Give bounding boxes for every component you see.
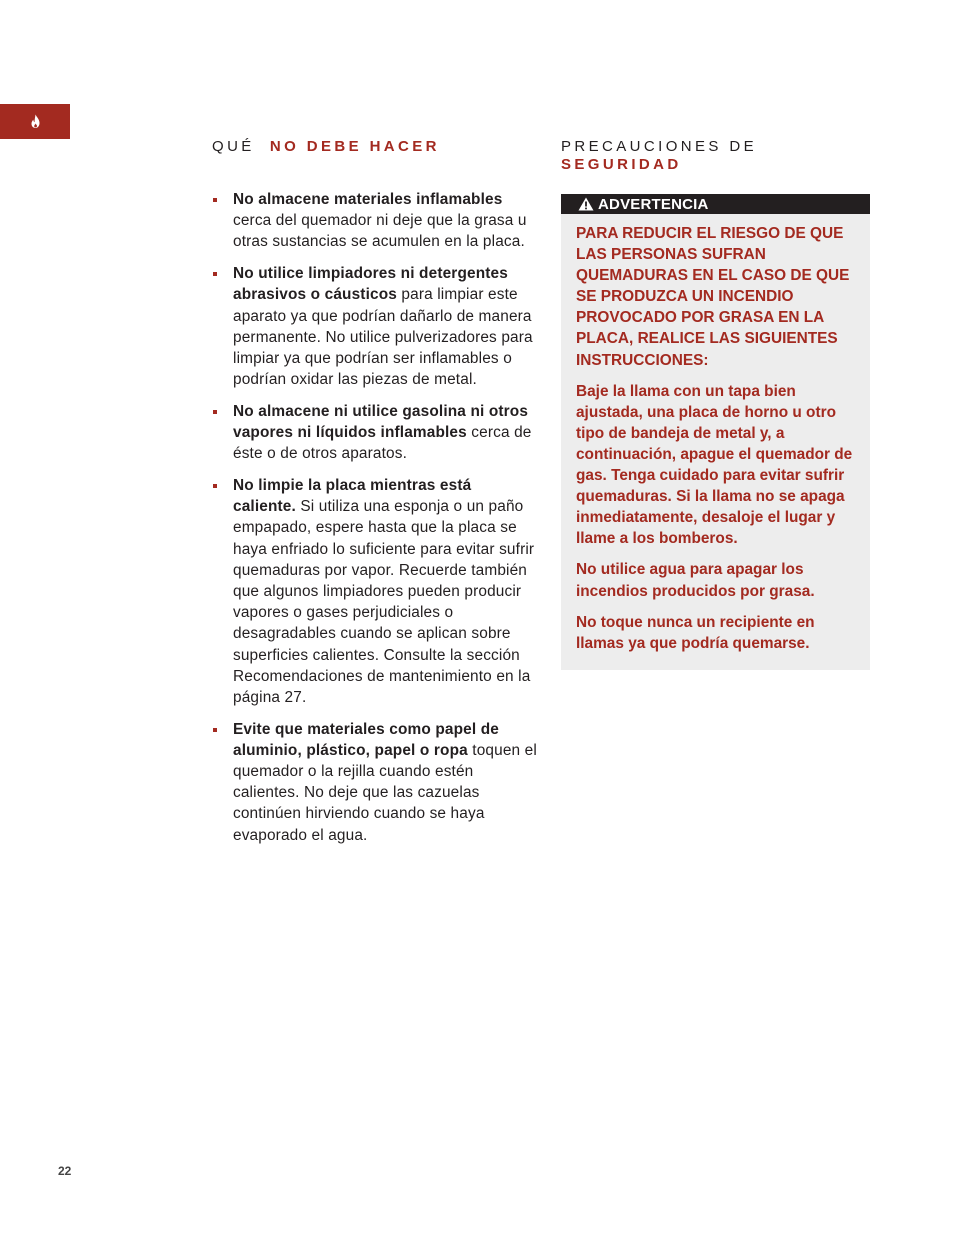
item-bold: No utilice limpiadores ni detergentes abrasivos o cáusticos: [233, 265, 508, 304]
dont-heading-accent: NO DEBE HACER: [269, 138, 440, 155]
dont-heading: [212, 138, 537, 156]
item-text: cerca de éste o de otros aparatos.: [233, 424, 532, 463]
flame-icon: [29, 114, 42, 129]
item-bold: No limpie la placa mientras está caliente.: [233, 476, 472, 516]
item-bold: No almacene ni utilice gasolina ni otros vapores ni líquidos inflamables: [233, 402, 529, 442]
list-item: [212, 189, 537, 253]
list-item: [212, 263, 537, 390]
safety-heading-light: PRECAUCIONES DE: [561, 138, 758, 155]
warning-paragraph: Baje la llama con un tapa bien ajustada, una placa de horno u otro tipo de bandeja de metal y, a continuación, apague el quemador de gas. Tenga cuidado para evitar sufrir quemaduras. Si la llama no se apaga inmediatamente, desaloje el lugar y llame a los bomberos.: [576, 382, 853, 548]
safety-column: [561, 138, 870, 670]
item-bold: Evite que materiales como papel de aluminio, plástico, papel o ropa: [233, 720, 499, 759]
item-text: Si utiliza una esponja o un paño empapado, espere hasta que la placa se haya enfriado lo suficiente para evitar sufrir quemaduras por vapor. Recuerde también que algunos limpiadores pueden producir vapores o gases perjudiciales o desagradables cuando se aplican sobre superficies calientes. Consulte la sección Recomendaciones de mantenimiento en la página 27.: [233, 498, 535, 706]
item-text: toquen el quemador o la rejilla cuando estén calientes. No deje que las cazuelas continúen hirviendo cuando se haya evaporado el agua.: [233, 741, 537, 844]
warning-triangle-icon: [578, 197, 594, 211]
warning-label: ADVERTENCIA: [598, 195, 709, 213]
warning-bar: [561, 194, 870, 214]
safety-heading-accent: SEGURIDAD: [561, 156, 682, 173]
warning-intro: PARA REDUCIR EL RIESGO DE QUE LAS PERSONAS SUFRAN QUEMADURAS EN EL CASO DE QUE SE PRODUZCA UN INCENDIO PROVOCADO POR GRASA EN LA PLACA, REALICE LAS SIGUIENTES INSTRUCCIONES:: [576, 225, 850, 369]
bullet: [213, 198, 217, 202]
item-text: cerca del quemador ni deje que la grasa u otras sustancias se acumulen en la placa.: [233, 212, 527, 251]
dont-list: [212, 189, 537, 846]
bullet: [213, 728, 217, 732]
section-tab: [0, 104, 70, 139]
bullet: [213, 410, 217, 414]
list-item: [212, 475, 537, 708]
dont-column: [212, 138, 537, 856]
warning-paragraph: No toque nunca un recipiente en llamas ya que podría quemarse.: [576, 613, 815, 652]
safety-heading: [561, 138, 870, 174]
item-text: para limpiar este aparato ya que podrían dañarlo de manera permanente. No utilice pulverizadores para limpiar ya que podrían ser inflamables o podrían oxidar las piezas de metal.: [233, 286, 533, 389]
page-number: 22: [58, 1164, 72, 1178]
list-item: [212, 401, 537, 465]
item-bold: No almacene materiales inflamables: [233, 191, 503, 208]
warning-paragraph: No utilice agua para apagar los incendios producidos por grasa.: [576, 561, 815, 600]
warning-box: [561, 214, 870, 670]
bullet: [213, 484, 217, 488]
bullet: [213, 272, 217, 276]
list-item: [212, 719, 537, 846]
dont-heading-light: QUÉ: [212, 138, 255, 155]
